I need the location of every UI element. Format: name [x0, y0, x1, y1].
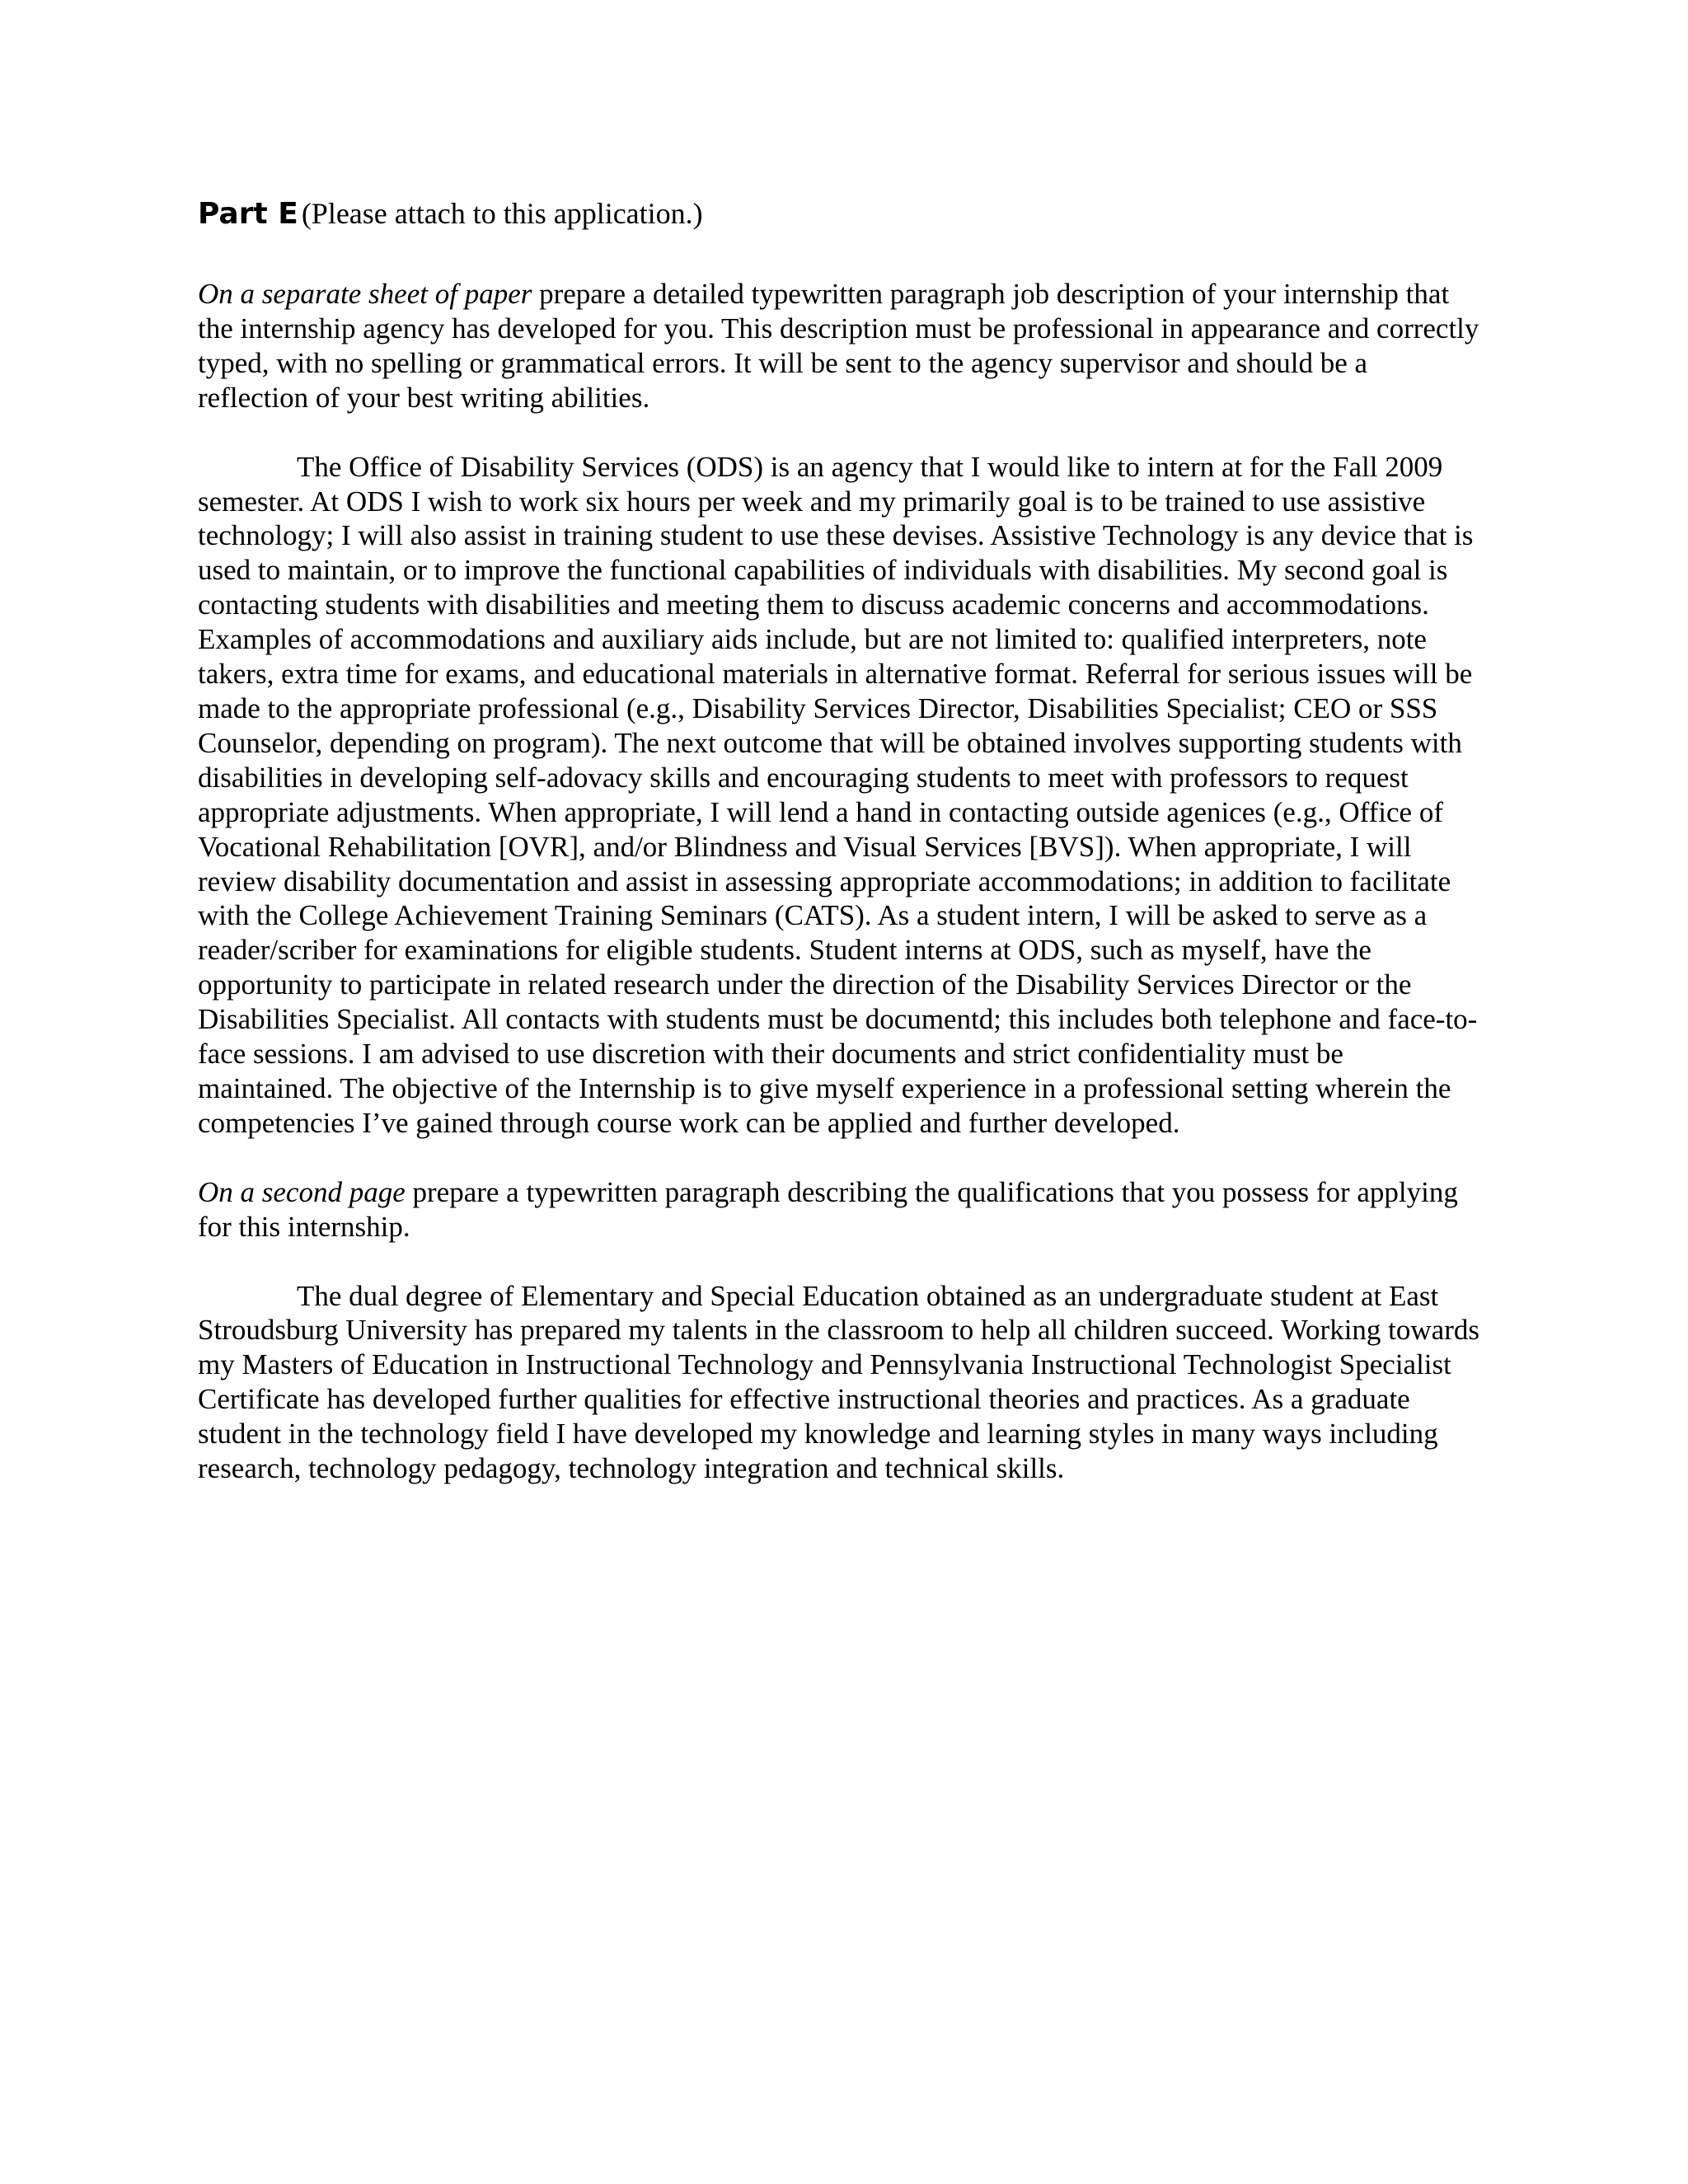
job-description-prompt-emphasis: On a separate sheet of paper — [198, 278, 532, 310]
part-note: (Please attach to this application.) — [301, 197, 703, 230]
job-description-prompt-text: prepare a detailed typewritten paragraph job description of your internship that the internship agency has developed for you. This description must be professional in appearance and correctly typed, with no spelling or grammatical errors. It will be sent to the agency supervisor and should be a reflection of your best writing abilities. — [198, 278, 1479, 414]
qualifications-prompt — [198, 1175, 1484, 1244]
qualifications-prompt-text: prepare a typewritten paragraph describing the qualifications that you possess for applying for this internship. — [198, 1175, 1458, 1243]
job-description-prompt — [198, 277, 1484, 415]
qualifications-paragraph: The dual degree of Elementary and Special Education obtained as an undergraduate student at East Stroudsburg University has prepared my talents in the classroom to help all children succeed. Working towards my Masters of Education in Instructional Technology and Pennsylvania Instructional Technologist Specialist Certificate has developed further qualities for effective instructional theories and practices. As a graduate student in the technology field I have developed my knowledge and learning styles in many ways including research, technology pedagogy, technology integration and technical skills. — [198, 1279, 1479, 1485]
section-heading — [198, 191, 1484, 242]
job-description-paragraph: The Office of Disability Services (ODS) is an agency that I would like to intern at for the Fall 2009 semester. At ODS I wish to work six hours per week and my primarily goal is to be trained to use assistive technology; I will also assist in training student to use these devises. Assistive Technology is any device that is used to maintain, or to improve the functional capabilities of individuals with disabilities. My second goal is contacting students with disabilities and meeting them to discuss academic concerns and accommodations. Examples of accommodations and auxiliary aids include, but are not limited to: qualified interpreters, note takers, extra time for exams, and educational materials in alternative format. Referral for serious issues will be made to the appropriate professional (e.g., Disability Services Director, Disabilities Specialist; CEO or SSS Counselor, depending on program). The next outcome that will be obtained involves supporting students with disabilities in developing self-adovacy skills and encouraging students to meet with professors to request appropriate adjustments. When appropriate, I will lend a hand in contacting outside agenices (e.g., Office of Vocational Rehabilitation [OVR], and/or Blindness and Visual Services [BVS]). When appropriate, I will review disability documentation and assist in assessing appropriate accommodations; in addition to facilitate with the College Achievement Training Seminars (CATS). As a student intern, I will be asked to serve as a reader/scriber for examinations for eligible students. Student interns at ODS, such as myself, have the opportunity to participate in related research under the direction of the Disability Services Director or the Disabilities Specialist. All contacts with students must be documentd; this includes both telephone and face-to-face sessions. I am advised to use discretion with their documents and strict confidentiality must be maintained. The objective of the Internship is to give myself experience in a professional setting wherein the competencies I’ve gained through course work can be applied and further developed. — [198, 450, 1478, 1139]
part-label: Part E — [198, 197, 298, 231]
document-page — [198, 191, 1484, 1486]
qualifications-prompt-emphasis: On a second page — [198, 1175, 406, 1208]
